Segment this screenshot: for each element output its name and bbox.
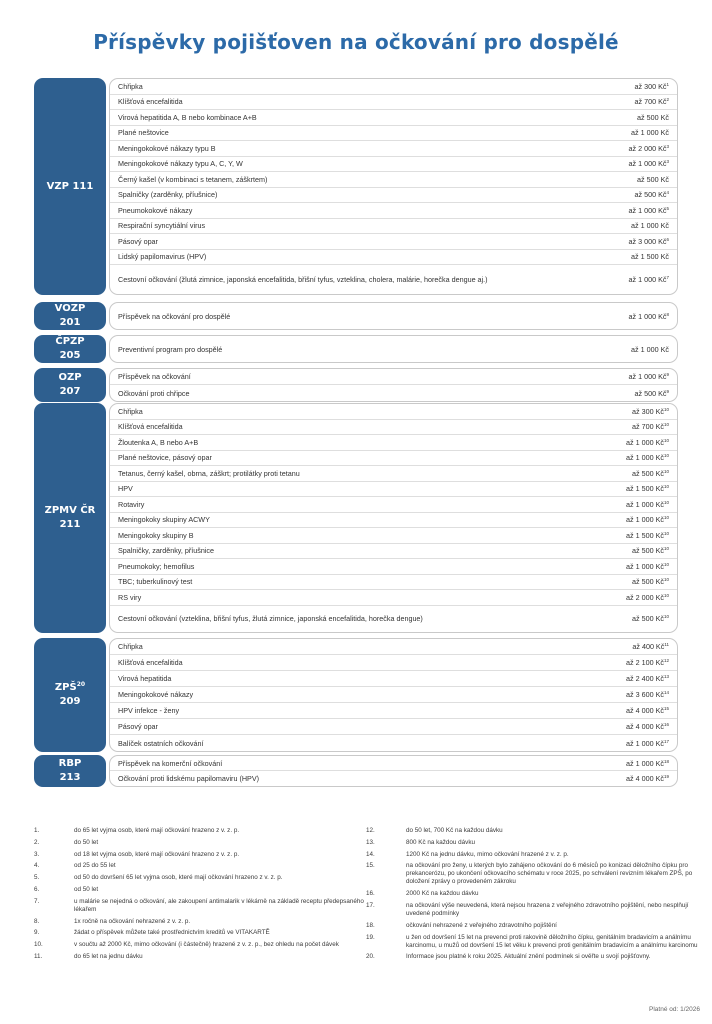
footnote-text: 2000 Kč na každou dávku [406,890,479,898]
amount-value: až 1 000 Kč [626,758,664,768]
contribution-row [110,219,677,235]
amount-value: až 500 Kč [637,174,669,184]
contribution-list [109,403,678,633]
contribution-row [110,771,677,786]
footnote-ref: 10 [663,468,669,474]
footnote-ref: 10 [663,406,669,412]
vaccination-name: Lidský papilomavirus (HPV) [118,252,207,262]
contribution-amount [626,739,669,748]
amount-value: až 4 000 Kč [626,722,664,731]
footnote-ref: 9 [666,388,669,394]
insurer-name: ČPZP 205 [55,336,85,361]
amount-value: až 700 Kč [632,422,664,432]
amount-value: až 1 000 Kč [631,344,669,354]
vaccination-name: Meningokoky skupiny ACWY [118,515,210,525]
footnote-ref: 10 [663,614,669,619]
footnote-ref: 10 [663,453,669,459]
footnote-text: Informace jsou platné k roku 2025. Aktuální znění podmínek si ověřte u svojí pojišťovny. [406,953,651,961]
amount-value: až 400 Kč [632,642,665,651]
vaccination-name: Virová hepatitida [118,674,172,683]
contribution-row [110,513,677,529]
footnote-ref: 10 [663,437,669,443]
contribution-amount [626,759,669,768]
insurer-name: ZPMV ČR 211 [44,504,96,530]
footnote [366,851,700,859]
contribution-amount [632,577,669,586]
amount-value: až 1 000 Kč [628,311,667,321]
contribution-row [110,482,677,498]
insurer-label [34,335,106,363]
contribution-amount [629,237,669,246]
footnote-text: do 50 let [74,838,99,846]
footnote [34,918,364,926]
insurer-group [34,78,678,295]
contribution-list [109,302,678,330]
insurer-group [34,403,678,633]
contribution-amount [626,531,669,540]
contribution-list [109,335,678,363]
footnote-number: 1. [34,827,40,834]
amount-value: až 500 Kč [632,468,664,478]
amount-value: až 4 000 Kč [626,774,664,783]
footnote-number: 14. [366,850,375,858]
vaccination-name: Očkování proti lidskému papilomaviru (HPV) [118,774,260,783]
vaccination-name: Pneumokoky; hemofilus [118,561,195,571]
vaccination-name: Spalničky (zarděnky, příušnice) [118,190,218,200]
insurer-name: RBP 213 [58,758,82,783]
contribution-amount [635,190,669,199]
footnote-text: na očkování výše neuvedená, která nejsou hrazena z veřejného zdravotního pojištění, nebo nesplňují uvedené podmínky [406,901,689,917]
amount-value: až 300 Kč [634,81,667,91]
footnote-number: 15. [366,862,375,870]
footnote-ref: 10 [663,592,669,598]
contribution-row [110,203,677,219]
footnote-number: 19. [366,933,375,941]
contribution-row [110,303,677,329]
footnote-text: od 50 let [74,885,99,893]
contribution-amount [626,562,669,571]
vaccination-name: Preventivní program pro dospělé [118,344,223,354]
footnote-ref: 12 [663,658,669,663]
footnote-number: 10. [34,941,43,949]
vaccination-name: RS viry [118,592,142,602]
amount-value: až 3 000 Kč [628,236,667,246]
contribution-amount [629,372,669,381]
footnote-text: do 65 let vyjma osob, které mají očkování hrazeno z v. z. p. [74,827,240,834]
amount-value: až 1 000 Kč [626,515,664,525]
contribution-amount [632,422,669,431]
amount-value: až 500 Kč [632,577,664,587]
footnote-number: 2. [34,838,40,846]
contribution-row [110,141,677,157]
insurer-name: OZP 207 [58,372,82,397]
footnote [34,862,364,870]
contribution-amount [626,453,669,462]
vaccination-name: TBC; tuberkulinový test [118,577,193,587]
contribution-amount [626,690,669,699]
contribution-row [110,435,677,451]
contribution-amount [626,515,669,524]
contribution-amount [626,593,669,602]
amount-value: až 2 000 Kč [628,143,667,153]
footnote-text: 1200 Kč na jednu dávku, mimo očkování hrazené z v. z. p. [406,850,569,858]
amount-value: až 2 100 Kč [626,658,664,667]
footnote-ref: 10 [663,499,669,505]
footnote-text: od 25 do 55 let [74,862,116,870]
contribution-row [110,385,677,401]
footnote-ref: 10 [663,561,669,567]
amount-value: až 1 000 Kč [628,372,667,381]
contribution-amount [629,275,669,284]
vaccination-name: Rotaviry [118,499,145,509]
vaccination-name: Virová hepatitida A, B nebo kombinace A+B [118,112,257,122]
amount-value: až 1 500 Kč [626,484,664,494]
contribution-row [110,497,677,513]
footnote-ref: 8 [666,311,669,317]
contribution-amount [632,407,669,416]
footnote [366,862,700,886]
contribution-amount [626,484,669,493]
footnote-text: u malárie se nejedná o očkování, ale zakoupení antimalarik v lékárně na základě receptu předepsaného lékařem [74,897,364,913]
footnote-ref: 1 [666,81,669,87]
vaccination-name: Chřipka [118,642,143,651]
footnote-ref: 10 [663,577,669,583]
contribution-amount [626,706,669,715]
insurer-label [34,78,106,295]
contribution-row [110,687,677,703]
footnote-ref: 3 [666,159,669,165]
footnote-text: očkování nehrazené z veřejného zdravotního pojištění [406,921,557,929]
footnote-number: 11. [34,952,43,960]
contribution-amount [635,97,669,106]
footnote-number: 16. [366,890,375,898]
vaccination-name: Balíček ostatních očkování [118,738,204,748]
amount-value: až 500 Kč [634,190,667,200]
footnote-number: 4. [34,862,40,870]
footnote [366,827,700,835]
contribution-amount [631,252,669,261]
contribution-amount [637,175,669,184]
vaccination-name: Chřipka [118,406,143,416]
vaccination-name: Klíšťová encefalitida [118,97,183,107]
footnote-ref: 10 [663,515,669,521]
footnote [34,874,364,882]
contribution-row [110,234,677,250]
vaccination-name: Meningokokové nákazy typu A, C, Y, W [118,159,243,169]
insurer-label [34,403,106,633]
contribution-row [110,369,677,385]
contribution-row [110,404,677,420]
footnote [34,851,364,859]
insurer-label [34,368,106,402]
vaccination-name: Pásový opar [118,722,158,731]
footnote-text: do 65 let na jednu dávku [74,952,143,960]
amount-value: až 1 000 Kč [628,205,667,215]
contribution-amount [626,774,669,783]
amount-value: až 500 Kč [632,546,664,556]
insurer-footnote-ref: 20 [76,681,86,688]
contribution-list [109,638,678,752]
footnote [366,839,700,847]
vaccination-name: Plané neštovice, pásový opar [118,453,212,463]
insurer-group [34,335,678,363]
contribution-row [110,172,677,188]
footnote-number: 6. [34,885,40,893]
footnote-ref: 4 [666,190,669,196]
footnote-ref: 10 [663,484,669,490]
insurer-code: 209 [59,696,81,707]
contribution-row [110,575,677,591]
footnote-text: 800 Kč na každou dávku [406,838,475,846]
insurer-name: VOZP 201 [54,303,86,328]
insurer-label [34,302,106,330]
contribution-row [110,157,677,173]
amount-value: až 1 000 Kč [626,561,664,571]
vaccination-name: Meningokokové nákazy typu B [118,143,216,153]
contribution-list [109,755,678,787]
contribution-row [110,590,677,606]
contribution-amount [626,658,669,667]
footnote [366,934,700,950]
footnote-text: v součtu až 2000 Kč, mimo očkování (i částečně) hrazené z v. z. p., bez ohledu na počet dávek [74,941,339,949]
contribution-row [110,250,677,266]
page-title: Příspěvky pojišťoven na očkování pro dospělé [93,30,619,54]
insurer-group [34,638,678,752]
footnote [34,953,364,961]
footnote [366,922,700,930]
contribution-amount [626,674,669,683]
contribution-row [110,265,677,294]
vaccination-name: Klíšťová encefalitida [118,658,183,667]
footnote-ref: 14 [663,690,669,695]
vaccination-name: Spalničky, zarděnky, příušnice [118,546,215,556]
contribution-amount [632,469,669,478]
contribution-row [110,451,677,467]
insurer-group [34,302,678,330]
vaccination-name: HPV infekce - ženy [118,706,180,715]
vaccination-name: Klíšťová encefalitida [118,422,183,432]
contribution-row [110,528,677,544]
contribution-row [110,606,677,632]
footnote-ref: 5 [666,205,669,211]
insurer-label [34,638,106,752]
amount-value: až 1 000 Kč [628,159,667,169]
contribution-row [110,188,677,204]
footnote-ref: 10 [663,530,669,536]
amount-value: až 4 000 Kč [626,706,664,715]
insurer-group [34,755,678,787]
footnote-text: 1x ročně na očkování nehrazené z v. z. p. [74,917,191,925]
footnote [34,929,364,937]
vaccination-name: Pásový opar [118,236,158,246]
contribution-row [110,336,677,362]
contribution-row [110,126,677,142]
footnote-ref: 9 [666,372,669,377]
contribution-amount [626,500,669,509]
amount-value: až 1 000 Kč [631,128,669,138]
contribution-row [110,756,677,771]
vaccination-name: Chřipka [118,81,143,91]
contribution-row [110,420,677,436]
vaccination-name: Meningokokové nákazy [118,690,194,699]
contribution-row [110,110,677,126]
amount-value: až 2 400 Kč [626,674,664,683]
footnote-number: 12. [366,827,375,834]
insurer-label [34,755,106,787]
insurer-name: ZPŠ [54,682,77,693]
footnote-ref: 17 [663,738,669,744]
contribution-row [110,655,677,671]
vaccination-name: Příspěvek na komerční očkování [118,758,223,768]
amount-value: až 1 000 Kč [626,437,664,447]
vaccination-name: Respirační syncytiální virus [118,221,206,231]
footnote [34,886,364,894]
footnote-text: na očkování pro ženy, u kterých bylo zahájeno očkování do 6 měsíců po konizaci děložního čípku pro prekancerózu, po ukončení očkovacího schématu v roce 2025, po schválení revizním lékařem ZPŠ, po doložení zprávy o provedeném zákroku [406,862,693,886]
amount-value: až 1 000 Kč [631,221,669,231]
contribution-amount [629,312,669,321]
contribution-row [110,559,677,575]
vaccination-name: Žloutenka A, B nebo A+B [118,437,199,447]
footnote-ref: 13 [663,674,669,679]
amount-value: až 700 Kč [634,97,667,107]
footnote-ref: 10 [663,546,669,552]
contribution-amount [635,389,669,398]
contribution-amount [631,345,669,354]
footnote-text: do 50 let, 700 Kč na každou dávku [406,827,503,834]
vaccination-name: Očkování proti chřipce [118,388,190,398]
footnote-ref: 2 [666,97,669,103]
footnote-number: 3. [34,850,40,858]
footnote-number: 8. [34,917,40,925]
amount-value: až 3 600 Kč [626,690,664,699]
contribution-list [109,78,678,295]
vaccination-name: Příspěvek na očkování pro dospělé [118,311,231,321]
vaccination-name: Cestovní očkování (žlutá zimnice, japonská encefalitida, břišní tyfus, vzteklina, cholera, malárie, horečka dengue aj.) [118,275,488,284]
amount-value: až 500 Kč [634,388,667,398]
contribution-amount [629,144,669,153]
amount-value: až 1 000 Kč [628,275,667,284]
contribution-amount [631,128,669,137]
footnote-text: od 50 do dovršení 65 let vyjma osob, které mají očkování hrazeno z v. z. p. [74,874,283,882]
footnotes-left [34,827,364,965]
footnote-number: 20. [366,953,375,961]
footnote-number: 5. [34,874,40,882]
amount-value: až 1 000 Kč [626,453,664,463]
footnote-text: u žen od dovršení 15 let na prevenci proti rakovině děložního čípku, genitálním bradavicím a análnímu karcinomu, u mužů od dovršení 15 let věku k prevenci proti genitálním bradavicím a análnímu karcinomu [406,933,698,949]
footnote-ref: 3 [666,143,669,149]
contribution-amount [632,614,669,623]
amount-value: až 500 Kč [632,614,664,623]
vaccination-name: Černý kašel (v kombinaci s tetanem, záškrtem) [118,174,268,184]
footnote [366,953,700,961]
contribution-row [110,719,677,735]
footnote-number: 18. [366,921,375,929]
footnote-number: 17. [366,901,375,909]
validity-note: Platné od: 1/2026 [649,1006,700,1013]
footnote-ref: 19 [663,774,669,779]
footnote-ref: 10 [663,422,669,428]
footnote [34,941,364,949]
vaccination-name: Tetanus, černý kašel, obrna, záškrt; protilátky proti tetanu [118,468,300,478]
contribution-amount [637,113,669,122]
contribution-row [110,544,677,560]
vaccination-name: Pneumokokové nákazy [118,205,193,215]
footnote [34,827,364,835]
contribution-row [110,79,677,95]
contribution-amount [629,206,669,215]
amount-value: až 300 Kč [632,406,664,416]
footnote [366,890,700,898]
footnote-ref: 18 [663,758,669,764]
footnote-number: 7. [34,897,40,905]
contribution-amount [635,82,669,91]
contribution-amount [632,642,669,651]
footnote [366,902,700,918]
amount-value: až 2 000 Kč [626,592,664,602]
amount-value: až 500 Kč [637,112,669,122]
footnote-ref: 15 [663,706,669,711]
footnote-ref: 6 [666,236,669,242]
vaccination-name: Meningokoky skupiny B [118,530,194,540]
footnotes-right [366,827,700,965]
amount-value: až 1 500 Kč [631,252,669,262]
contribution-row [110,639,677,655]
amount-value: až 1 500 Kč [626,530,664,540]
footnote-ref: 11 [664,642,669,647]
contribution-amount [632,546,669,555]
vaccination-name: Cestovní očkování (vzteklina, břišní tyfus, žlutá zimnice, japonská encefalitida, horečka dengue) [118,614,423,623]
contribution-list [109,368,678,402]
footnote-text: žádat o příspěvek můžete také prostřednictvím kreditů ve VITAKARTĚ [74,929,270,937]
contribution-row [110,95,677,111]
footnote [34,898,364,914]
footnote-number: 9. [34,929,40,937]
contribution-row [110,671,677,687]
amount-value: až 1 000 Kč [626,499,664,509]
footnote-text: od 18 let vyjma osob, které mají očkování hrazeno z v. z. p. [74,850,240,858]
contribution-amount [626,722,669,731]
footnote-ref: 16 [663,722,669,727]
footnote-number: 13. [366,838,375,846]
contribution-row [110,703,677,719]
amount-value: až 1 000 Kč [626,738,664,748]
vaccination-name: Příspěvek na očkování [118,372,191,381]
contribution-row [110,466,677,482]
footnote [34,839,364,847]
vaccination-name: HPV [118,484,133,494]
vaccination-name: Plané neštovice [118,128,169,138]
insurer-group [34,368,678,402]
insurer-name: VZP 111 [46,180,94,192]
contribution-amount [626,438,669,447]
contribution-amount [631,221,669,230]
footnote-ref: 7 [666,275,669,280]
contribution-amount [629,159,669,168]
contribution-row [110,735,677,751]
